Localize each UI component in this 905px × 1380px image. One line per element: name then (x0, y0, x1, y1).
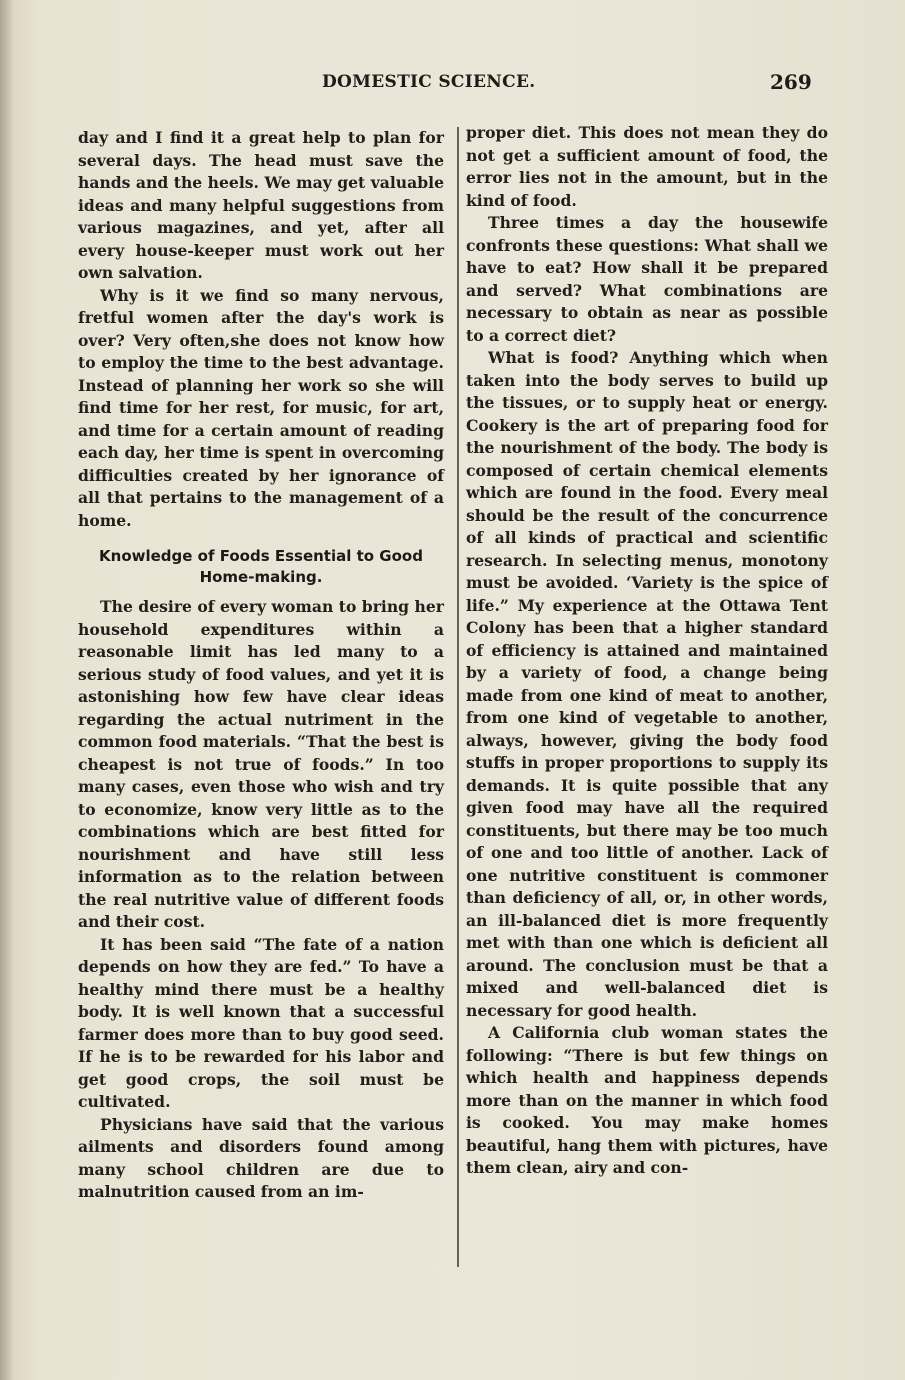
page-number: 269 (770, 70, 812, 94)
section-heading: Knowledge of Foods Essential to Good Home-making. (99, 547, 423, 586)
binding-shadow (0, 0, 14, 1380)
paragraph: What is food? Anything which when taken into the body serves to build up the tissues, or to supply heat or energy. Cookery is the art of preparing food for the nourishment of the body. The body is composed of certain chemical elements which are found in the food. Every meal should be the result of the concurrence of all kinds of practical and scientific research. In selecting menus, monotony must be avoided. ‘Variety is the spice of life.” My experience at the Ottawa Tent Colony has been that a higher standard of efficiency is attained and maintained by a variety of food, a change being made from one kind of meat to another, from one kind of vegetable to another, always, however, giving the body food stuffs in proper proportions to supply its demands. It is quite possible that any given food may have all the required constituents, but there may be too much of one and too little of another. Lack of one nutritive constituent is commoner than deficiency of all, or, in other words, an ill-balanced diet is more frequently met with than one which is deficient all around. The conclusion must be that a mixed and well-balanced diet is necessary for good health. (466, 348, 828, 1020)
paragraph: Three times a day the housewife confronts these questions: What shall we have to eat? How shall it be prepared and served? What combinations are necessary to obtain as near as possible to a correct diet? (466, 213, 828, 345)
paragraph: Why is it we find so many nervous, fretful women after the day's work is over? Very often,she does not know how to employ the time to the best advantage. Instead of planning her work so she will find time for her rest, for music, for art, and time for a certain amount of reading each day, her time is spent in overcoming difficulties created by her ignorance of all that pertains to the management of a home. (78, 285, 444, 530)
running-title: DOMESTIC SCIENCE. (322, 72, 536, 92)
paragraph: It has been said “The fate of a nation depends on how they are fed.” To have a healthy mind there must be a healthy body. It is well known that a successful farmer does more than to buy good seed. If he is to be rewarded for his labor and get good crops, the soil must be cultivated. (78, 934, 444, 1111)
paragraph: The desire of every woman to bring her household expenditures within a reasonable limit has led many to a serious study of food values, and yet it is astonishing how few have clear ideas regarding the actual nutriment in the common food materials. “That the best is cheapest is not true of foods.” In too many cases, even those who wish and try to economize, know very little as to the combinations which are best fitted for nourishment and have still less information as to the relation between the real nutritive value of different foods and their cost. (78, 597, 444, 931)
paragraph: day and I find it a great help to plan for several days. The head must save the hands and the heels. We may get valuable ideas and many helpful suggestions from various magazines, and yet, after all every house-keeper must work out her own salvation. (78, 128, 444, 282)
paragraph: A California club woman states the following: “There is but few things on which health and happiness depends more than on the manner in which food is cooked. You may make homes beautiful, hang them with pictures, have them clean, airy and con- (466, 1023, 828, 1177)
left-column (78, 127, 444, 1204)
right-column (466, 122, 828, 1180)
column-divider (457, 127, 459, 1267)
paragraph: Physicians have said that the various ailments and disorders found among many school children are due to malnutrition caused from an im- (78, 1114, 444, 1201)
paragraph: proper diet. This does not mean they do not get a sufficient amount of food, the error lies not in the amount, but in the kind of food. (466, 123, 828, 210)
